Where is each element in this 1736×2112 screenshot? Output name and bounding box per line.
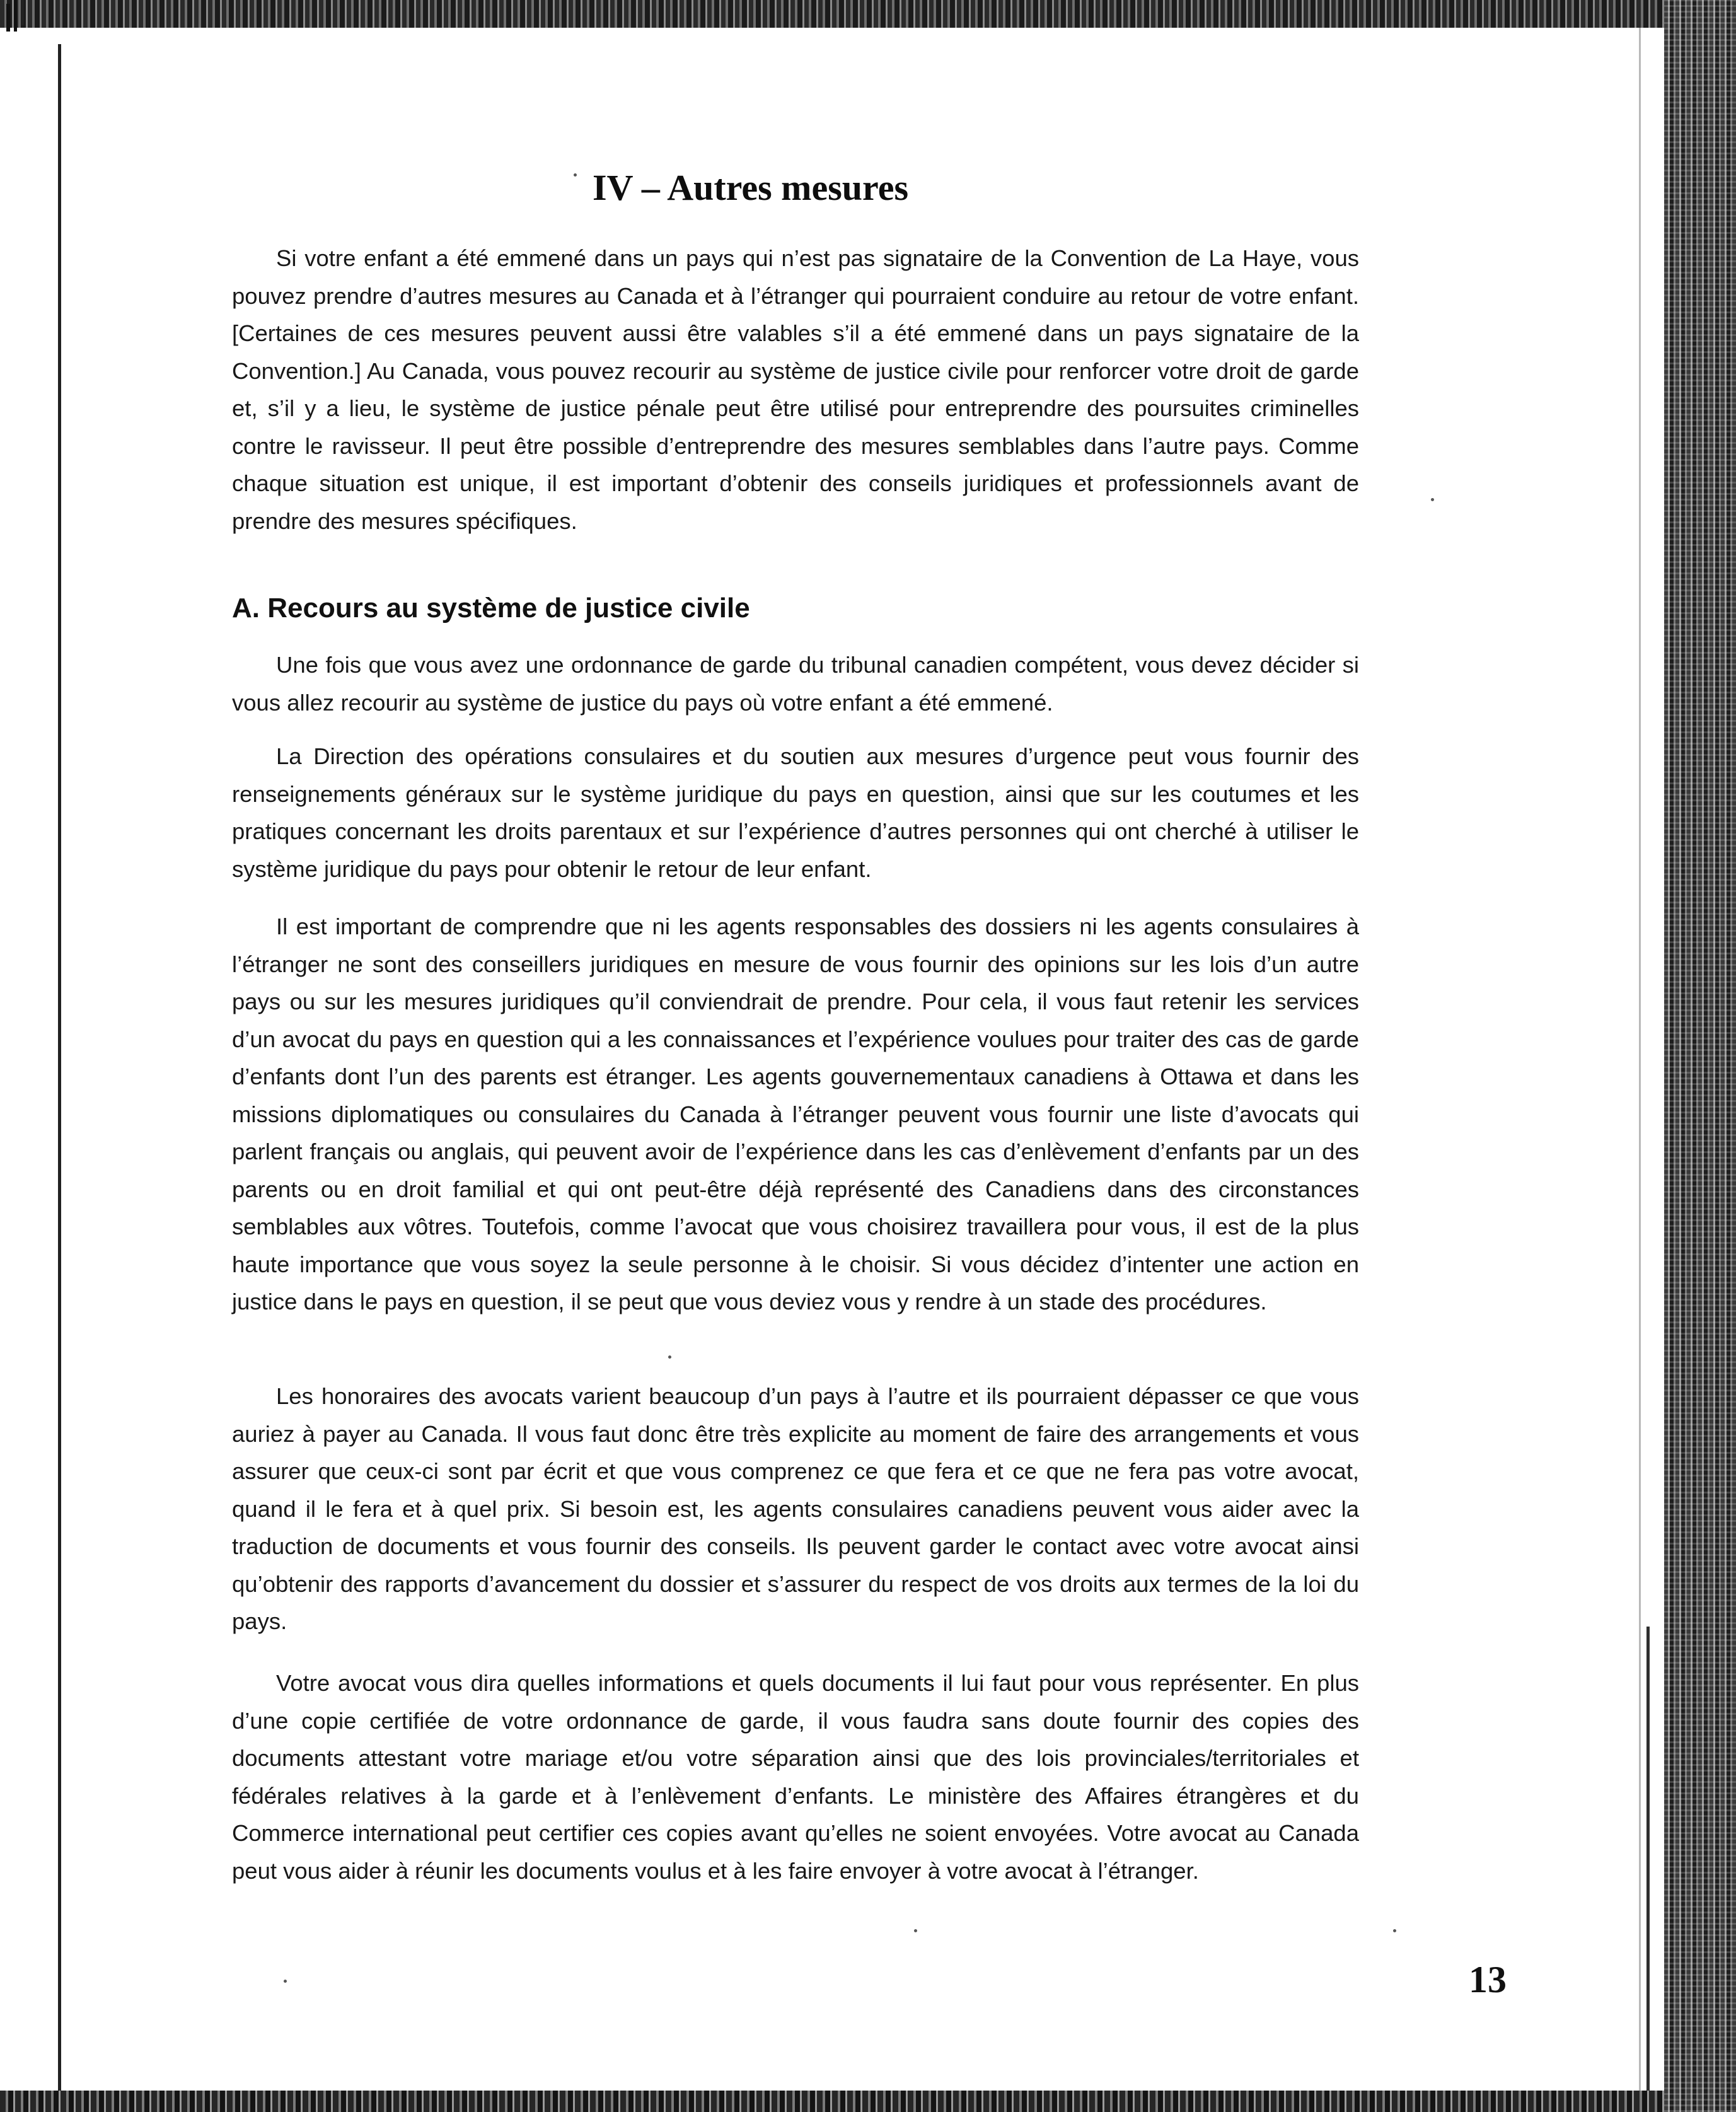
intro-paragraph: Si votre enfant a été emmené dans un pays qui n’est pas signataire de la Convention de La Haye, vous pouvez prendre d’autres mesures au Canada et à l’étranger qui pourraient conduire au retour de votre enfant. [Certaines de ces mesures peuvent aussi être valables s’il a été emmené dans un pays signataire de la Convention.] Au Canada, vous pouvez recourir au système de justice civile pour renforcer votre droit de garde et, s’il y a lieu, le système de justice pénale peut être utilisé pour entreprendre des poursuites criminelles contre le ravisseur. Il peut être possible d’entreprendre des mesures semblables dans l’autre pays. Comme chaque situation est unique, il est important d’obtenir des conseils juridiques et professionnels avant de prendre des mesures spécifiques. xyxy=(232,245,1359,534)
scan-speck xyxy=(1431,498,1434,501)
page-edge-shadow xyxy=(1646,1627,1650,2091)
scan-speck xyxy=(1393,1929,1396,1932)
scan-border-right xyxy=(1664,0,1736,2112)
section-heading: A. Recours au système de justice civile xyxy=(232,593,750,624)
body-paragraph-4: Les honoraires des avocats varient beaucoup d’un pays à l’autre et ils pourraient dépasser ce que vous auriez à payer au Canada. Il vous faut donc être très explicite au moment de faire des arrangements et vous assurer que ceux-ci sont par écrit et que vous comprenez ce que fera et ce que ne fera pas votre avocat, quand il le fera et à quel prix. Si besoin est, les agents consulaires canadiens peuvent vous aider avec la traduction de documents et vous fournir des conseils. Ils peuvent garder le contact avec votre avocat ainsi qu’obtenir des rapports d’avancement du dossier et s’assurer du respect de vos droits aux termes de la loi du pays. xyxy=(232,1383,1359,1634)
corner-scan-mark xyxy=(3,0,47,37)
page-number: 13 xyxy=(1469,1959,1507,2000)
body-paragraph-3: Il est important de comprendre que ni les agents responsables des dossiers ni les agents consulaires à l’étranger ne sont des conseillers juridiques en mesure de vous fournir des opinions sur les lois d’un autre pays ou sur les mesures juridiques qu’il conviendrait de prendre. Pour cela, il vous faut retenir les services d’un avocat du pays en question qui a les connaissances et l’expérience voulues pour traiter des cas de garde d’enfants dont l’un des parents est étranger. Les agents gouvernementaux canadiens à Ottawa et dans les missions diplomatiques ou consulaires du Canada à l’étranger peuvent vous fournir une liste d’avocats qui parlent français ou anglais, qui peuvent avoir de l’expérience dans les cas d’enlèvement d’enfants par un des parents ou en droit familial et qui ont peut-être déjà représenté des Canadiens dans des circonstances semblables aux vôtres. Toutefois, comme l’avocat que vous choisirez travaillera pour vous, il est de la plus haute importance que vous soyez la seule personne à le choisir. Si vous décidez d’intenter une action en justice dans le pays en question, il se peut que vous deviez vous y rendre à un stade des procédures. xyxy=(232,914,1359,1314)
chapter-heading: IV – Autres mesures xyxy=(593,167,909,208)
scan-border-bottom xyxy=(0,2091,1736,2112)
page-edge-right xyxy=(1639,28,1641,2091)
body-paragraph-2: La Direction des opérations consulaires et du soutien aux mesures d’urgence peut vous fournir des renseignements généraux sur le système juridique du pays en question, ainsi que sur les coutumes et les pratiques concernant les droits parentaux et sur l’expérience d’autres personnes qui ont cherché à utiliser le système juridique du pays pour obtenir le retour de leur enfant. xyxy=(232,743,1359,882)
scan-border-top xyxy=(0,0,1736,28)
binding-margin-line xyxy=(58,44,61,2091)
scan-speck xyxy=(668,1355,671,1359)
body-paragraph-5: Votre avocat vous dira quelles informations et quels documents il lui faut pour vous représenter. En plus d’une copie certifiée de votre ordonnance de garde, il vous faudra sans doute fournir des copies des documents attestant votre mariage et/ou votre séparation ainsi que des lois provinciales/territoriales et fédérales relatives à la garde et à l’enlèvement d’enfants. Le ministère des Affaires étrangères et du Commerce international peut certifier ces copies avant qu’elles ne soient envoyées. Votre avocat au Canada peut vous aider à réunir les documents voulus et à les faire envoyer à votre avocat à l’étranger. xyxy=(232,1670,1359,1884)
scan-speck xyxy=(284,1980,287,1983)
corner-scan-mark-icon xyxy=(3,0,47,37)
scan-speck xyxy=(574,173,577,177)
body-paragraph-1: Une fois que vous avez une ordonnance de garde du tribunal canadien compétent, vous devez décider si vous allez recourir au système de justice du pays où votre enfant a été emmené. xyxy=(232,652,1359,716)
scan-speck xyxy=(914,1929,917,1932)
